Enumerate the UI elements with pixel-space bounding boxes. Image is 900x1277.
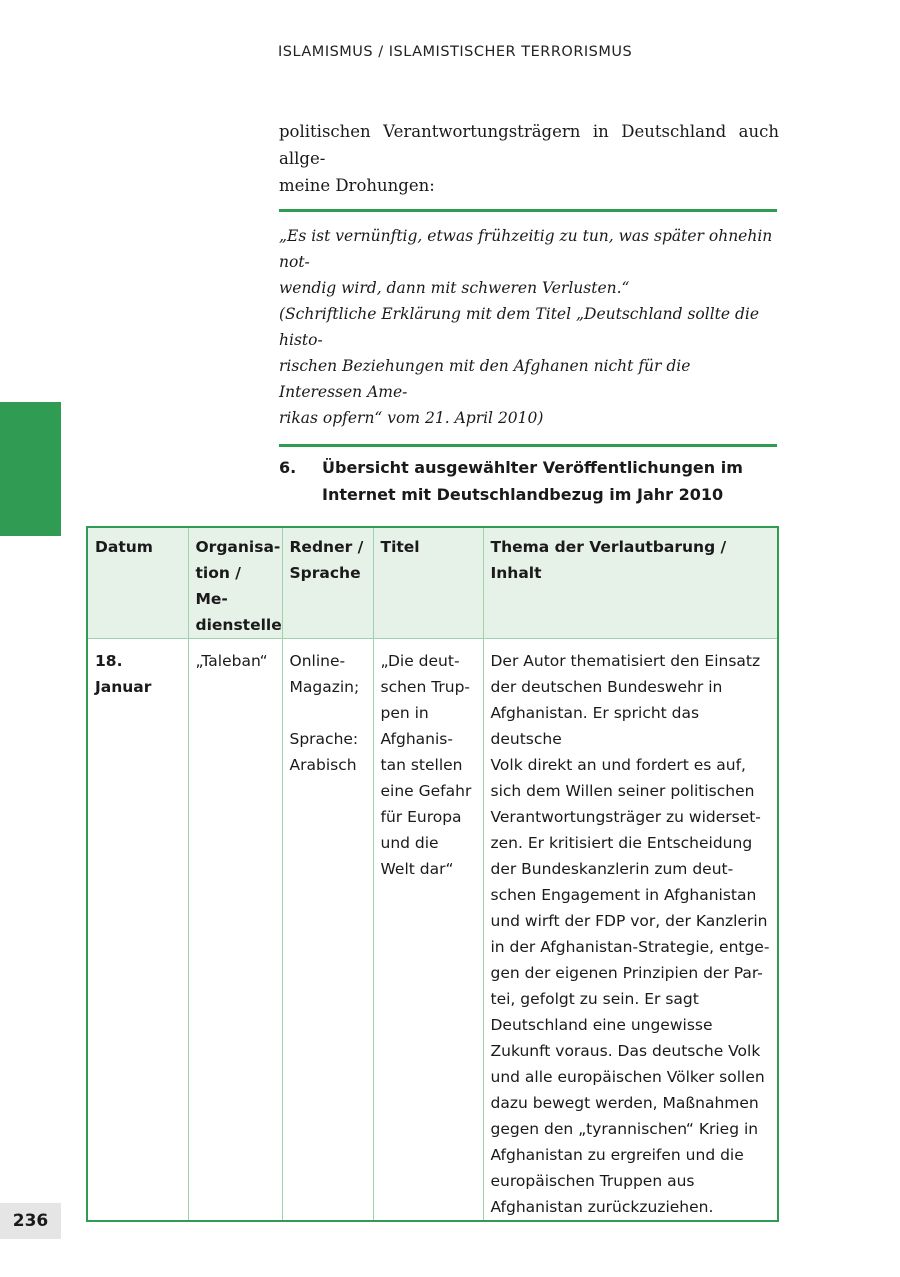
cell-organisation bbox=[188, 639, 282, 1222]
quote-line: rikas opfern“ vom 21. April 2010) bbox=[279, 409, 544, 427]
cell-line: schen Engagement in Afghanistan bbox=[490, 886, 757, 904]
cell-line: Sprache bbox=[289, 564, 361, 582]
section-title-line: Übersicht ausgewählter Veröffentlichungen im bbox=[322, 458, 743, 477]
intro-line: meine Drohungen: bbox=[279, 176, 435, 195]
cell-line: Sprache: bbox=[289, 730, 359, 748]
cell-line: für Europa bbox=[380, 808, 462, 826]
section-number: 6. bbox=[279, 458, 297, 477]
cell-line: Datum bbox=[95, 538, 153, 556]
cell-line: Magazin; bbox=[289, 678, 360, 696]
header-date bbox=[87, 527, 188, 639]
cell-line: „Taleban“ bbox=[195, 652, 268, 670]
cell-speaker bbox=[282, 639, 373, 1222]
cell-line: zen. Er kritisiert die Entscheidung bbox=[490, 834, 753, 852]
section-heading bbox=[279, 454, 779, 508]
cell-line: und wirft der FDP vor, der Kanzlerin bbox=[490, 912, 768, 930]
cell-line: Afghanis- bbox=[380, 730, 453, 748]
cell-line: europäischen Truppen aus bbox=[490, 1172, 695, 1190]
quote-line: „Es ist vernünftig, etwas frühzeitig zu tun, was später ohnehin not- bbox=[279, 227, 773, 271]
cell-line: Arabisch bbox=[289, 756, 357, 774]
cell-line: sich dem Willen seiner politischen bbox=[490, 782, 755, 800]
cell-line: Afghanistan zu ergreifen und die bbox=[490, 1146, 744, 1164]
cell-line: in der Afghanistan-Strategie, entge- bbox=[490, 938, 770, 956]
table-row bbox=[87, 639, 778, 1222]
quote-line: wendig wird, dann mit schweren Verlusten.“ bbox=[279, 279, 630, 297]
cell-line: Organisa- bbox=[195, 538, 281, 556]
quote-line: rischen Beziehungen mit den Afghanen nicht für die Interessen Ame- bbox=[279, 357, 691, 401]
header-title bbox=[373, 527, 483, 639]
cell-line: tei, gefolgt zu sein. Er sagt bbox=[490, 990, 699, 1008]
cell-content bbox=[483, 639, 778, 1222]
cell-line: Volk direkt an und fordert es auf, bbox=[490, 756, 746, 774]
publications-table bbox=[86, 526, 779, 1222]
header-organisation bbox=[188, 527, 282, 639]
cell-line: Titel bbox=[380, 538, 420, 556]
cell-line: dazu bewegt werden, Maßnahmen bbox=[490, 1094, 759, 1112]
cell-title bbox=[373, 639, 483, 1222]
chapter-marker-tab bbox=[0, 402, 61, 536]
cell-line: tion / Me- bbox=[195, 564, 241, 608]
cell-line: Online- bbox=[289, 652, 346, 670]
cell-line: „Die deut- bbox=[380, 652, 460, 670]
cell-line: der Bundeskanzlerin zum deut- bbox=[490, 860, 734, 878]
cell-line: eine Gefahr bbox=[380, 782, 472, 800]
cell-line: Welt dar“ bbox=[380, 860, 454, 878]
cell-line: 18. Januar bbox=[95, 652, 152, 696]
section-title-line: Internet mit Deutschlandbezug im Jahr 2010 bbox=[322, 485, 724, 504]
table-header-row bbox=[87, 527, 778, 639]
cell-line: Deutschland eine ungewisse bbox=[490, 1016, 713, 1034]
running-head: ISLAMISMUS / ISLAMISTISCHER TERRORISMUS bbox=[278, 44, 633, 60]
cell-line: tan stellen bbox=[380, 756, 463, 774]
section-title bbox=[322, 454, 779, 508]
page-number: 236 bbox=[0, 1203, 61, 1239]
cell-line: schen Trup- bbox=[380, 678, 471, 696]
cell-date bbox=[87, 639, 188, 1222]
cell-line: und alle europäischen Völker sollen bbox=[490, 1068, 765, 1086]
cell-line: Der Autor thematisiert den Einsatz bbox=[490, 652, 761, 670]
cell-line: gegen den „tyrannischen“ Krieg in bbox=[490, 1120, 759, 1138]
quote-box bbox=[279, 209, 777, 447]
cell-line: Thema der Verlautbarung / bbox=[490, 538, 727, 556]
intro-line: politischen Verantwortungsträgern in Deutschland auch allge- bbox=[279, 122, 779, 168]
cell-line: der deutschen Bundeswehr in bbox=[490, 678, 723, 696]
cell-line: gen der eigenen Prinzipien der Par- bbox=[490, 964, 763, 982]
cell-line bbox=[290, 700, 366, 726]
cell-line: dienstelle bbox=[195, 616, 282, 634]
cell-line: Verantwortungsträger zu widerset- bbox=[490, 808, 761, 826]
intro-paragraph bbox=[279, 118, 779, 199]
cell-line: Inhalt bbox=[490, 564, 542, 582]
header-content bbox=[483, 527, 778, 639]
cell-line: Zukunft voraus. Das deutsche Volk bbox=[490, 1042, 761, 1060]
header-speaker bbox=[282, 527, 373, 639]
cell-line: Afghanistan zurückzuziehen. bbox=[490, 1198, 714, 1216]
cell-line: und die bbox=[380, 834, 439, 852]
cell-line: pen in bbox=[380, 704, 429, 722]
cell-line: Redner / bbox=[289, 538, 364, 556]
quote-line: (Schriftliche Erklärung mit dem Titel „Deutschland sollte die histo- bbox=[279, 305, 760, 349]
cell-line: Afghanistan. Er spricht das deutsche bbox=[490, 704, 700, 748]
